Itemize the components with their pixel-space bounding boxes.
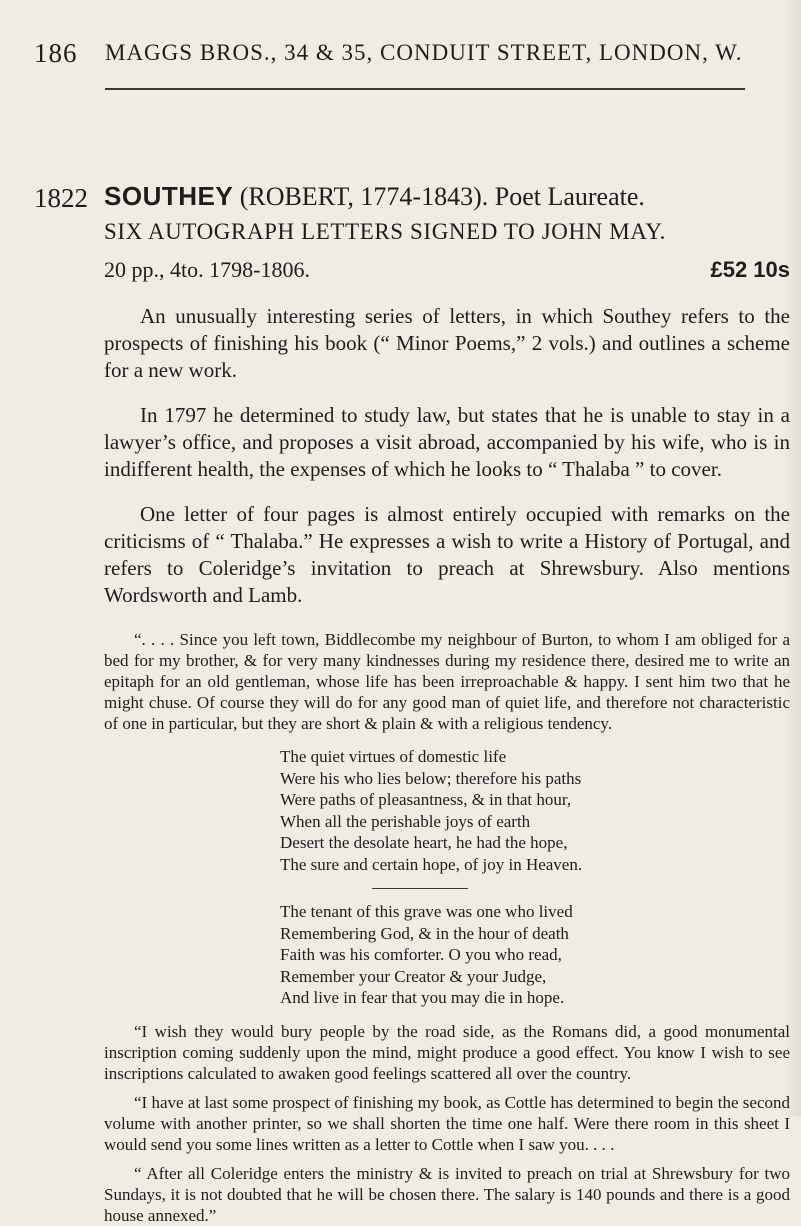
description-paragraph: An unusually interesting series of letters, in which Southey refers to the prospects of finishing his book (“ Minor Poems,” 2 vols.) and outlines a scheme for a new work. bbox=[104, 304, 790, 382]
page-header bbox=[0, 38, 801, 78]
verse-line: Were paths of pleasantness, & in that hour, bbox=[280, 790, 572, 809]
verse-line: Were his who lies below; therefore his paths bbox=[280, 768, 582, 788]
verse-line: The tenant of this grave was one who lived bbox=[280, 902, 573, 921]
verse-line: And live in fear that you may die in hope. bbox=[280, 988, 565, 1007]
lot-heading bbox=[104, 180, 790, 213]
verse-line: Desert the desolate heart, he had the hope, bbox=[280, 833, 568, 852]
author-dates: (ROBERT, 1774-1843). bbox=[239, 182, 489, 211]
author-role: Poet Laureate. bbox=[494, 182, 645, 211]
verse-divider bbox=[372, 888, 468, 889]
verse-line: Faith was his comforter. O you who read, bbox=[280, 945, 562, 964]
quoted-letter-paragraph: “I wish they would bury people by the road side, as the Romans did, a good monumental inscription coming suddenly upon the mind, might produce a good effect. You know I wish to see inscriptions calculated to awaken good feelings scattered all over the country. bbox=[104, 1021, 790, 1083]
running-head: MAGGS BROS., 34 & 35, CONDUIT STREET, LONDON, W. bbox=[105, 40, 743, 65]
lot-title: SIX AUTOGRAPH LETTERS SIGNED TO JOHN MAY. bbox=[104, 219, 666, 244]
header-rule bbox=[105, 88, 745, 90]
description-paragraph: One letter of four pages is almost entirely occupied with remarks on the criticisms of “ Thalaba.” He expresses a wish to write a History of Portugal, and refers to Coleridge’s invitation to preach at Shrewsbury. Also mentions Wordsworth and Lamb. bbox=[104, 502, 790, 607]
epitaph-one bbox=[280, 746, 790, 875]
catalogue-entry bbox=[104, 180, 790, 1226]
page-number: 186 bbox=[34, 38, 78, 68]
epitaph-two bbox=[280, 901, 790, 1009]
verse-line: Remember your Creator & your Judge, bbox=[280, 966, 547, 986]
verse-line: When all the perishable joys of earth bbox=[280, 811, 531, 831]
collation: 20 pp., 4to. 1798-1806. bbox=[104, 257, 310, 282]
price: £52 10s bbox=[710, 257, 790, 282]
description-paragraph: In 1797 he determined to study law, but states that he is unable to stay in a lawyer’s office, and proposes a visit abroad, accompanied by his wife, who is in indifferent health, the expenses of which he looks to “ Thalaba ” to cover. bbox=[104, 403, 790, 481]
quoted-letter-paragraph: “ After all Coleridge enters the ministry & is invited to preach on trial at Shrewsbury for two Sundays, it is not doubted that he will be chosen there. The salary is 140 pounds and there is a good house annexed.” bbox=[104, 1163, 790, 1225]
verse-line: The sure and certain hope, of joy in Heaven. bbox=[280, 854, 583, 874]
lot-number: 1822 bbox=[34, 183, 88, 213]
author-name: SOUTHEY bbox=[104, 181, 234, 211]
collation-row bbox=[104, 253, 790, 287]
quoted-letter-paragraph: “I have at last some prospect of finishing my book, as Cottle has determined to begin the second volume with another printer, so we shall shorten the time one half. Were there room in this sheet I would send you some lines written as a letter to Cottle when I saw you. . . . bbox=[104, 1092, 790, 1154]
verse-line: Remembering God, & in the hour of death bbox=[280, 923, 569, 943]
verse-line: The quiet virtues of domestic life bbox=[280, 747, 507, 766]
quoted-letter-intro: “. . . . Since you left town, Biddlecombe my neighbour of Burton, to whom I am obliged for a bed for my brother, & for very many kindnesses during my residence there, desired me to write an epitaph for an old gentleman, whose life has been irreproachable & happy. I sent him two that he might chuse. Of course they will do for any good man of quiet life, and therefore not characteristic of one in particular, but they are short & plain & with a religious tendency. bbox=[104, 630, 790, 733]
